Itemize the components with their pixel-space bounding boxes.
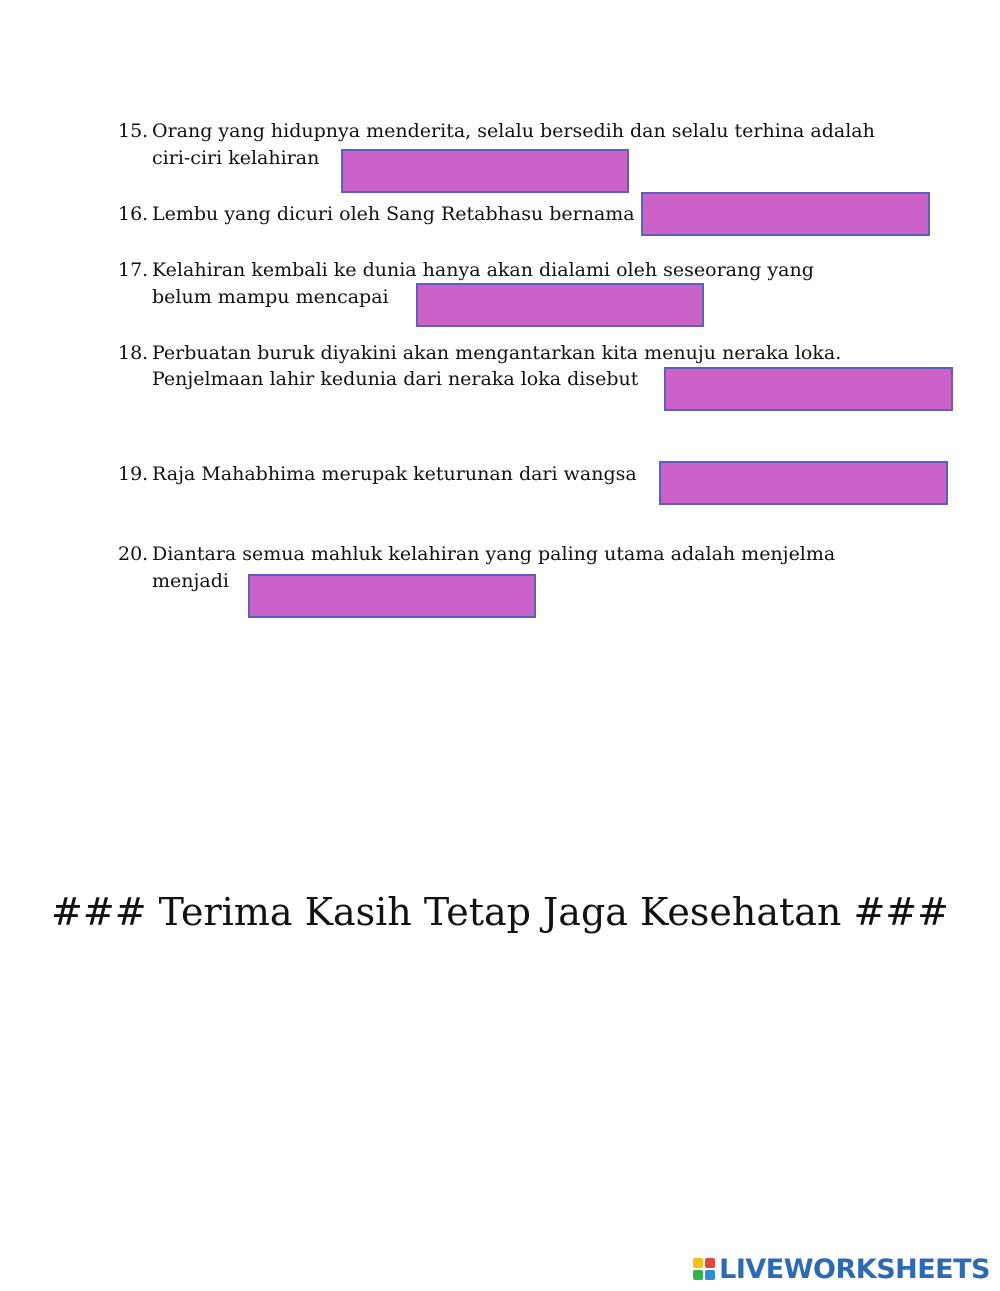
question-number: 15. xyxy=(118,120,149,142)
question-text: Kelahiran kembali ke dunia hanya akan dialami oleh seseorang yang xyxy=(152,259,814,281)
liveworksheets-logo-icon xyxy=(693,1258,715,1280)
question-text: menjadi xyxy=(152,570,229,592)
question-text: Perbuatan buruk diyakini akan mengantarkan kita menuju neraka loka. xyxy=(152,342,842,364)
brand-name: LIVEWORKSHEETS xyxy=(719,1253,990,1285)
answer-input-15[interactable] xyxy=(341,149,629,193)
question-text: ciri-ciri kelahiran xyxy=(152,147,320,169)
answer-input-16[interactable] xyxy=(641,192,930,236)
question-text: Orang yang hidupnya menderita, selalu bersedih dan selalu terhina adalah xyxy=(152,120,875,142)
question-text: Lembu yang dicuri oleh Sang Retabhasu bernama xyxy=(152,203,635,225)
answer-input-18[interactable] xyxy=(664,367,953,411)
answer-input-20[interactable] xyxy=(248,574,536,618)
question-text: Penjelmaan lahir kedunia dari neraka loka disebut xyxy=(152,368,639,390)
question-number: 18. xyxy=(118,342,149,364)
answer-input-17[interactable] xyxy=(416,283,704,327)
brand-footer[interactable] xyxy=(693,1252,990,1286)
question-number: 20. xyxy=(118,543,149,565)
question-number: 17. xyxy=(118,259,149,281)
question-number: 19. xyxy=(118,463,149,485)
question-text: Diantara semua mahluk kelahiran yang paling utama adalah menjelma xyxy=(152,543,836,565)
question-number: 16. xyxy=(118,203,149,225)
question-text: belum mampu mencapai xyxy=(152,286,389,308)
closing-message: ### Terima Kasih Tetap Jaga Kesehatan ### xyxy=(51,890,949,934)
answer-input-19[interactable] xyxy=(659,461,948,505)
question-text: Raja Mahabhima merupak keturunan dari wangsa xyxy=(152,463,637,485)
